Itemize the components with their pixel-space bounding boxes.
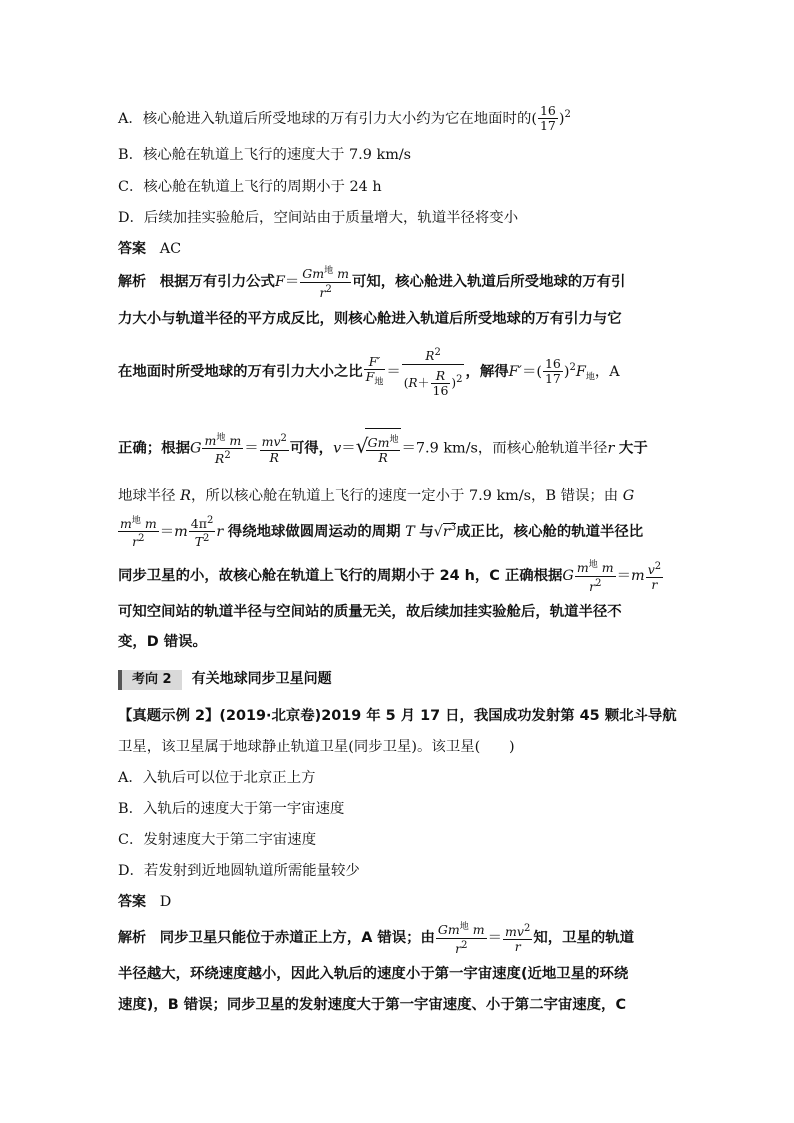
formula-mv2-r: $\frac{mv^2}{R}$: [261, 433, 287, 465]
q1-analysis-line-8: 可知空间站的轨道半径与空间站的质量无关，故后续加挂实验舱后，轨道半径不: [118, 604, 622, 620]
q2-answer: [118, 892, 688, 912]
formula-gm-r2-c: $\frac{m^地 m}{r^2}$: [576, 560, 614, 594]
formula-ratio-right: $R^2$ (R＋ $\frac{R}{16}$ )$^2$: [403, 347, 463, 399]
analysis-label-2: 解析: [118, 930, 146, 946]
formula-gm-r2: $\frac{m^地 m}{R^2}$: [204, 432, 242, 467]
section-header: [118, 669, 688, 690]
q1-analysis-line-7: 同步卫星的小，故核心舱在轨道上飞行的周期小于 24 h，C 正确根据G $\frac{m^地 m}{r^2}$ ＝m $\frac{v^2}{r}$: [118, 560, 662, 594]
q1-analysis-line-6: $\frac{m^地 m}{r^2}$ ＝m $\frac{4\pi^2}{T^2}$ r 得绕地球做圆周运动的周期 T 与$√r^3$成正比，核心舱的轨道半径比: [120, 515, 644, 550]
section-title: 有关地球同步卫星问题: [191, 671, 332, 687]
q1-answer: [118, 239, 688, 259]
q1-analysis-line-1: 解析 根据万有引力公式F＝ $\frac{Gm^地 m}{r^2}$ 可知，核心舱进入轨道后所受地球的万有引: [118, 266, 626, 300]
formula-gravity: $\frac{Gm^地 m}{r^2}$: [302, 266, 349, 300]
formula-gm-r2-d: $\frac{Gm^地 m}{r^2}$: [437, 922, 485, 956]
fraction-16-17-result: $\frac{16}{17}$: [544, 356, 561, 387]
q1-option-a: A．核心舱进入轨道后所受地球的万有引力大小约为它在地面时的( $\frac{16}{17}$ )$^2$: [118, 103, 571, 134]
q2-stem-line-1: 【真题示例 2】(2019·北京卷)2019 年 5 月 17 日，我国成功发射第 45 颗北斗导航: [118, 708, 677, 724]
formula-4pi2-t2: $\frac{4\pi^2}{T^2}$: [190, 515, 214, 550]
answer-label-2: 答案: [118, 894, 146, 910]
q1-analysis-line-9: 变，D 错误。: [118, 634, 207, 650]
sqrt-r3: $√r^3$: [433, 522, 457, 540]
q2-analysis-line-2: 半径越大，环绕速度越小，因此入轨后的速度小于第一宇宙速度(近地卫星的环绕: [118, 966, 629, 982]
q1-analysis-line-5: 地球半径 R，所以核心舱在轨道上飞行的速度一定小于 7.9 km/s，B 错误；由 G: [118, 488, 635, 504]
answer-label: 答案: [118, 241, 146, 257]
answer-value: AC: [159, 241, 182, 257]
formula-v2-r: $\frac{v^2}{r}$: [647, 560, 662, 593]
q1-analysis-line-3: 在地面时所受地球的万有引力大小之比 $\frac{F'}{F_地}$ ＝ $R^2$ (R＋ $\frac{R}{16}$ )$^2$ ，解得F′＝( $\frac{16}{17}$ )$^2F_地$，A: [118, 347, 620, 399]
formula-ratio-left: $\frac{F'}{F_地}$: [365, 353, 384, 388]
section-tag: 考向 2: [118, 670, 182, 690]
q2-analysis-line-3: 速度)，B 错误；同步卫星的发射速度大于第一宇宙速度、小于第二宇宙速度，C: [118, 997, 627, 1013]
analysis-label: 解析: [118, 274, 146, 290]
q1-option-a-text: A．核心舱进入轨道后所受地球的万有引力大小约为它在地面时的(: [118, 110, 537, 127]
q2-option-a: A．入轨后可以位于北京正上方: [118, 770, 316, 786]
q2-option-c: C．发射速度大于第二宇宙速度: [118, 832, 317, 848]
q2-option-b: B．入轨后的速度大于第一宇宙速度: [118, 801, 345, 817]
fraction-r-16: $\frac{R}{16}$: [432, 368, 449, 399]
q2-option-d: D．若发射到近地圆轨道所需能量较少: [118, 863, 360, 879]
formula-mv2-r-b: $\frac{mv^2}{r}$: [505, 922, 531, 955]
q1-analysis-line-2: 力大小与轨道半径的平方成反比，则核心舱进入轨道后所受地球的万有引力与它: [118, 311, 622, 327]
q1-option-b: B．核心舱在轨道上飞行的速度大于 7.9 km/s: [118, 147, 412, 163]
q1-option-d: D．后续加挂实验舱后，空间站由于质量增大，轨道半径将变小: [118, 210, 519, 226]
q2-stem-line-2: 卫星，该卫星属于地球静止轨道卫星(同步卫星)。该卫星( ): [118, 739, 515, 755]
q1-analysis-line-4: 正确；根据G $\frac{m^地 m}{R^2}$ ＝ $\frac{mv^2}{R}$ 可得，v＝ √ $\frac{Gm^地}{R}$ ＝7.9 km/s，而核心舱轨道半径r 大于: [118, 428, 688, 469]
sqrt-formula: √ $\frac{Gm^地}{R}$: [356, 428, 402, 469]
q2-analysis-line-1: 解析 同步卫星只能位于赤道正上方，A 错误；由 $\frac{Gm^地 m}{r^2}$ ＝ $\frac{mv^2}{r}$ 知，卫星的轨道: [118, 922, 635, 956]
formula-gm-r2-b: $\frac{m^地 m}{r^2}$: [120, 516, 157, 550]
answer-value-2: D: [159, 894, 172, 910]
fraction-16-17: $\frac{16}{17}$: [539, 103, 556, 134]
q1-option-c: C．核心舱在轨道上飞行的周期小于 24 h: [118, 179, 382, 195]
